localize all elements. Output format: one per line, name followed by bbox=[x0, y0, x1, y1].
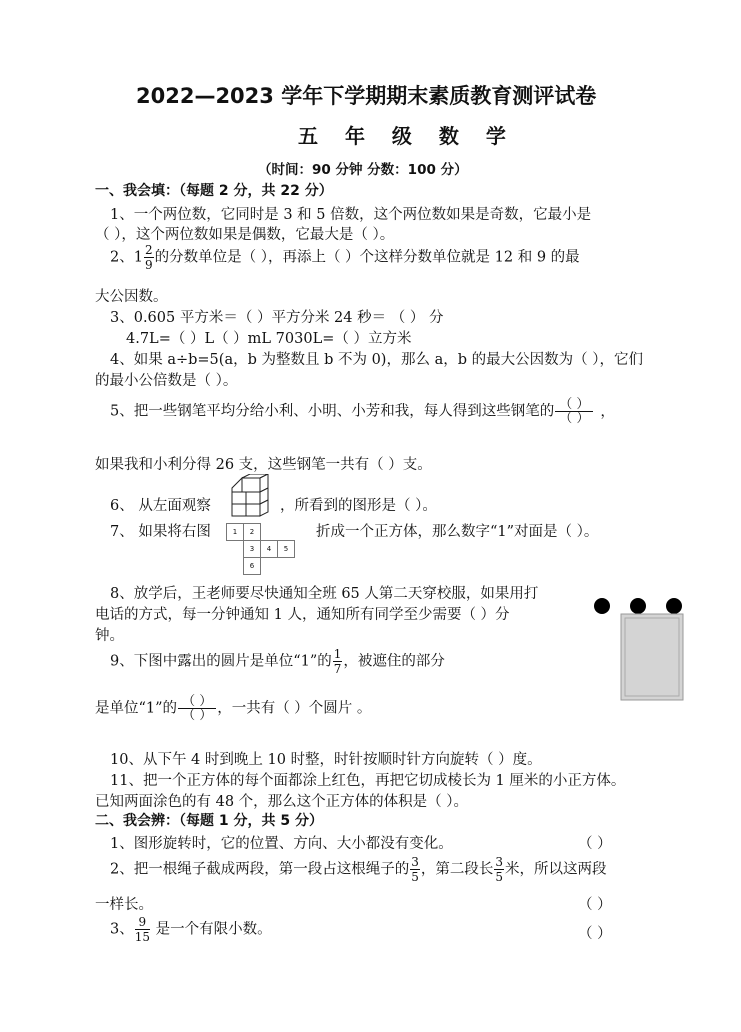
q5-fraction-den: （ ） bbox=[559, 411, 590, 426]
judge2-answer: （ ） bbox=[578, 897, 612, 913]
q2-fraction bbox=[144, 244, 154, 271]
q5-fraction-blank bbox=[555, 398, 593, 425]
q9-line1 bbox=[110, 648, 445, 675]
net-cell-1: 1 bbox=[227, 524, 244, 541]
judge2-fraction2-den: 5 bbox=[495, 870, 504, 884]
q11-line2: 已知两面涂色的有 48 个，那么这个正方体的体积是（ ）。 bbox=[95, 794, 469, 810]
judge1: 1、图形旋转时，它的位置、方向、大小都没有变化。 bbox=[110, 836, 453, 852]
judge2-line2: 一样长。 bbox=[95, 897, 153, 913]
judge2-fraction2 bbox=[494, 856, 504, 883]
judge2-prefix: 2、把一根绳子截成两段，第一段占这根绳子的 bbox=[110, 861, 410, 878]
cube-net-figure bbox=[226, 523, 295, 575]
q5-fraction-num: （ ） bbox=[555, 398, 593, 412]
q5-line1 bbox=[110, 398, 615, 425]
q9-line2 bbox=[95, 695, 371, 722]
q3-line2: 4.7L=（ ）L（ ）mL 7030L=（ ）立方米 bbox=[126, 331, 412, 347]
q6-prefix: 6、 从左面观察 bbox=[110, 498, 211, 514]
q5-comma: ， bbox=[600, 403, 615, 420]
judge2-fraction2-num: 3 bbox=[495, 855, 504, 869]
judge3-suffix: 是一个有限小数。 bbox=[151, 921, 272, 938]
net-cell-2: 2 bbox=[244, 524, 261, 541]
judge1-answer: （ ） bbox=[578, 836, 612, 852]
q9-suffix: ，被遮住的部分 bbox=[343, 653, 445, 670]
q2-prefix: 2、1 bbox=[110, 249, 143, 266]
q11-line1: 11、把一个正方体的每个面都涂上红色，再把它切成棱长为 1 厘米的小正方体。 bbox=[110, 773, 626, 789]
exam-meta: （时间：90 分钟 分数：100 分） bbox=[258, 162, 468, 178]
q1-line1: 1、一个两位数，它同时是 3 和 5 倍数，这个两位数如果是奇数，它最小是 bbox=[110, 207, 592, 223]
cube-stack-figure bbox=[230, 474, 272, 518]
net-cell-6: 6 bbox=[244, 558, 261, 575]
q3-line1: 3、0.605 平方米＝（ ）平方分米 24 秒＝ （ ） 分 bbox=[110, 310, 444, 326]
net-cell-4: 4 bbox=[261, 541, 278, 558]
q2-fraction-num: 2 bbox=[144, 243, 153, 257]
judge3-answer: （ ） bbox=[578, 926, 612, 942]
q5-text: 5、把一些钢笔平均分给小利、小明、小芳和我，每人得到这些钢笔的 bbox=[110, 403, 555, 420]
q9-b-fraction-num: （ ） bbox=[178, 695, 216, 709]
section2-heading: 二、我会辨：（每题 1 分，共 5 分） bbox=[95, 813, 323, 829]
net-cell-5: 5 bbox=[278, 541, 295, 558]
judge3-prefix: 3、 bbox=[110, 921, 134, 938]
covered-disks-figure bbox=[590, 596, 690, 704]
judge2-fraction1-num: 3 bbox=[411, 855, 419, 869]
judge3-fraction-den: 15 bbox=[134, 930, 151, 944]
q1-line2: （ ），这个两位数如果是偶数，它最大是（ ）。 bbox=[95, 227, 395, 243]
q8-line1: 8、放学后，王老师要尽快通知全班 65 人第二天穿校服，如果用打 bbox=[110, 586, 539, 602]
q9-fraction bbox=[333, 648, 343, 675]
judge3-fraction-num: 9 bbox=[135, 916, 150, 930]
q2-fraction-den: 9 bbox=[144, 258, 153, 272]
q4-line1: 4、如果 a÷b=5(a，b 为整数且 b 不为 0)，那么 a，b 的最大公因数为（ ），它们 bbox=[110, 352, 643, 368]
q10: 10、从下午 4 时到晚上 10 时整，时针按顺时针方向旋转（ ）度。 bbox=[110, 752, 542, 768]
q7-prefix: 7、 如果将右图 bbox=[110, 524, 211, 540]
judge2-suffix: 米，所以这两段 bbox=[505, 861, 607, 878]
net-cell-3: 3 bbox=[244, 541, 261, 558]
q9-b-prefix: 是单位“1”的 bbox=[95, 700, 178, 717]
q8-line3: 钟。 bbox=[95, 628, 124, 644]
q9-fraction-den: 7 bbox=[333, 662, 342, 676]
judge3-fraction bbox=[135, 916, 150, 943]
section1-heading: 一、我会填：（每题 2 分，共 22 分） bbox=[95, 183, 333, 199]
q9-b-fraction-den: （ ） bbox=[182, 708, 213, 723]
q2-line1 bbox=[110, 244, 580, 271]
exam-subtitle: 五 年 级 数 学 bbox=[298, 124, 516, 148]
q7-suffix: 折成一个正方体，那么数字“1”对面是（ ）。 bbox=[316, 524, 599, 540]
judge2-fraction1 bbox=[410, 856, 420, 883]
q5-line2: 如果我和小利分得 26 支，这些钢笔一共有（ ）支。 bbox=[95, 457, 432, 473]
judge2-line1 bbox=[110, 856, 607, 883]
q6-suffix: ，所看到的图形是（ ）。 bbox=[280, 498, 437, 514]
exam-title: 2022—2023 学年下学期期末素质教育测评试卷 bbox=[136, 84, 597, 108]
judge3 bbox=[110, 916, 272, 943]
q9-prefix: 9、下图中露出的圆片是单位“1”的 bbox=[110, 653, 332, 670]
q9-b-fraction-blank bbox=[178, 695, 216, 722]
q8-line2: 电话的方式，每一分钟通知 1 人，通知所有同学至少需要（ ）分 bbox=[95, 607, 510, 623]
judge2-fraction1-den: 5 bbox=[411, 870, 419, 884]
q9-b-suffix: ，一共有（ ）个圆片 。 bbox=[217, 700, 372, 717]
judge2-middle: ，第二段长 bbox=[420, 861, 494, 878]
q9-fraction-num: 1 bbox=[333, 647, 342, 661]
q4-line2: 的最小公倍数是（ ）。 bbox=[95, 373, 238, 389]
q2-line2: 大公因数。 bbox=[95, 289, 168, 305]
q2-suffix: 的分数单位是（ ），再添上（ ）个这样分数单位就是 12 和 9 的最 bbox=[154, 249, 580, 266]
